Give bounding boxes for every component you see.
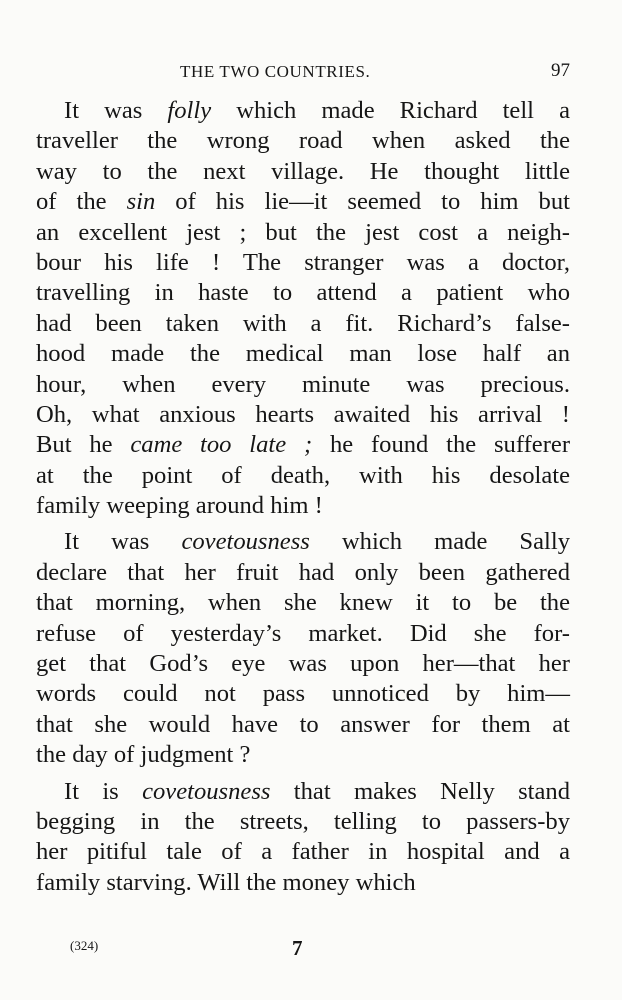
text-run: the day of judgment ? [36, 741, 251, 769]
text-line [36, 278, 570, 308]
text-run: that makes Nelly stand [270, 777, 570, 805]
text-run: It was [64, 528, 182, 556]
text-line [36, 400, 570, 430]
page-footer [0, 932, 622, 972]
text-line [36, 461, 570, 491]
text-run: begging in the streets, telling to passers-by [36, 807, 570, 835]
text-run: But he [36, 431, 131, 459]
text-line [36, 248, 570, 278]
text-line [36, 96, 570, 126]
text-run: Oh, what anxious hearts awaited his arrival ! [36, 400, 570, 428]
text-run: way to the next village. He thought little [36, 157, 570, 185]
text-run: It is [64, 777, 143, 805]
text-run: of the [36, 188, 127, 216]
text-run: had been taken with a fit. Richard’s false- [36, 309, 570, 337]
text-line [36, 868, 570, 898]
text-line [36, 370, 570, 400]
text-line [36, 558, 570, 588]
text-line [36, 679, 570, 709]
text-run: words could not pass unnoticed by him— [36, 680, 570, 708]
text-line [36, 157, 570, 187]
text-line [36, 430, 570, 460]
paragraph [36, 527, 570, 770]
text-run: traveller the wrong road when asked the [36, 127, 570, 155]
text-run: which made Sally [309, 528, 570, 556]
page-number: 97 [551, 60, 570, 81]
italic-run: sin [126, 188, 156, 216]
text-run: which made Richard tell a [211, 97, 570, 124]
text-run: that she would have to answer for them at [36, 710, 570, 738]
text-run: travelling in haste to attend a patient who [36, 279, 570, 307]
italic-run: covetousness [142, 777, 271, 805]
signature-mark: (324) [70, 938, 99, 953]
text-run: at the point of death, with his desolate [36, 461, 570, 489]
text-run: of his lie—it seemed to him but [155, 188, 570, 216]
text-run: her pitiful tale of a father in hospital and a [36, 838, 570, 866]
text-line [36, 491, 570, 521]
text-run: get that God’s eye was upon her—that her [36, 650, 570, 678]
text-line [36, 339, 570, 369]
text-line [36, 649, 570, 679]
text-line [36, 740, 570, 770]
text-run: bour his life ! The stranger was a doctor, [36, 248, 570, 276]
text-run: an excellent jest ; but the jest cost a neigh- [36, 218, 570, 246]
text-line [36, 777, 570, 807]
text-run: hood made the medical man lose half an [36, 340, 570, 368]
text-line [36, 837, 570, 867]
text-run: that morning, when she knew it to be the [36, 589, 570, 617]
text-line [36, 588, 570, 618]
text-run: refuse of yesterday’s market. Did she for- [36, 619, 570, 647]
text-line [36, 187, 570, 217]
text-line [36, 619, 570, 649]
italic-run: came too late ; [130, 431, 313, 459]
text-line [36, 527, 570, 557]
text-run: It was [64, 97, 168, 124]
body-text [36, 96, 570, 898]
italic-run: folly [167, 97, 212, 124]
text-line [36, 218, 570, 248]
text-line [36, 309, 570, 339]
text-run: family starving. Will the money which [36, 868, 416, 896]
text-run: hour, when every minute was precious. [36, 370, 570, 398]
text-line [36, 126, 570, 156]
text-run: family weeping around him ! [36, 492, 323, 520]
text-run: he found the sufferer [312, 431, 571, 459]
running-header [0, 58, 622, 88]
text-line [36, 807, 570, 837]
running-title: THE TWO COUNTRIES. [180, 62, 371, 81]
paragraph [36, 777, 570, 899]
sheet-number: 7 [292, 936, 303, 960]
text-run: declare that her fruit had only been gathered [36, 558, 570, 586]
italic-run: covetousness [181, 528, 310, 556]
text-line [36, 710, 570, 740]
paragraph [36, 96, 570, 521]
